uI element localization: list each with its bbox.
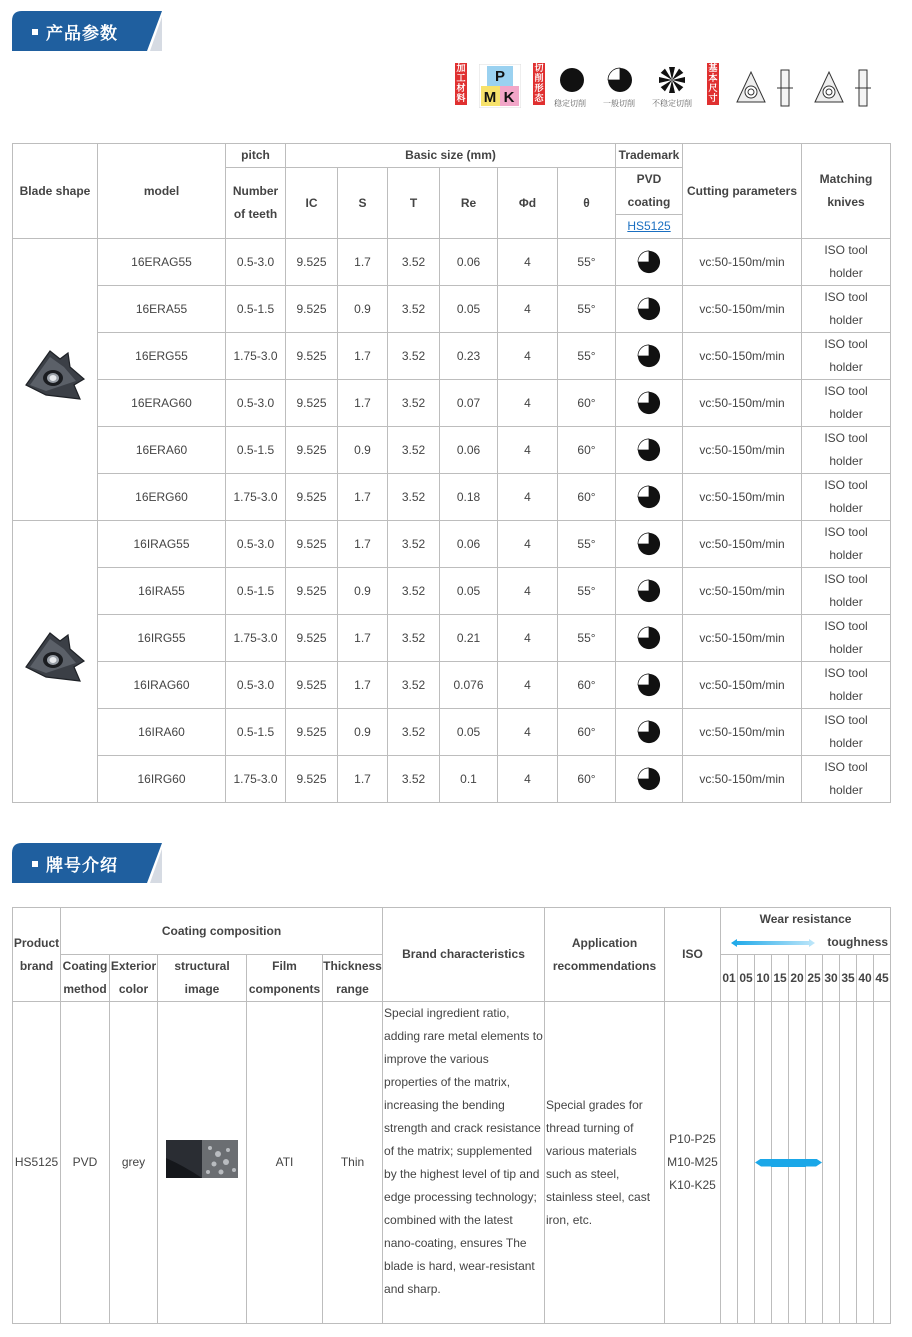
scale-cell <box>772 1002 789 1324</box>
scale-label: 45 <box>874 955 891 1002</box>
table-row <box>13 709 891 756</box>
dimension-diagram-icon <box>729 64 889 112</box>
cell-re: 0.06 <box>440 239 498 286</box>
basic-size-tag: 基本尺寸 <box>708 64 718 104</box>
header-brand-characteristics: Brand characteristics <box>383 908 545 1002</box>
header-ic: IC <box>286 168 338 239</box>
cell-pitch: 0.5-1.5 <box>226 709 286 756</box>
scale-cell <box>857 1002 874 1324</box>
cell-s: 0.9 <box>338 286 388 333</box>
cell-theta: 55° <box>558 333 616 380</box>
cell-re: 0.06 <box>440 521 498 568</box>
cell-model: 16ERG55 <box>98 333 226 380</box>
params-section-banner <box>12 11 162 51</box>
material-tag: 加工材料 <box>456 64 466 104</box>
cell-t: 3.52 <box>388 427 440 474</box>
table-row <box>13 521 891 568</box>
cell-ic: 9.525 <box>286 521 338 568</box>
brand-section-banner <box>12 843 162 883</box>
scale-cell <box>840 1002 857 1324</box>
general-cut-icon <box>637 344 661 368</box>
general-cut-icon <box>637 673 661 697</box>
cell-cutting-parameters: vc:50-150m/min <box>683 286 802 333</box>
cell-pitch: 0.5-3.0 <box>226 521 286 568</box>
legend-strip <box>455 60 895 116</box>
header-thickness-range: Thickness range <box>323 955 383 1002</box>
cell-matching-knives: ISO tool holder <box>802 615 891 662</box>
cell-theta: 60° <box>558 380 616 427</box>
cell-s: 1.7 <box>338 521 388 568</box>
scale-label: 10 <box>755 955 772 1002</box>
cell-pitch: 0.5-1.5 <box>226 427 286 474</box>
pmk-grade-icon <box>479 64 521 108</box>
cell-re: 0.06 <box>440 427 498 474</box>
cell-d: 4 <box>498 286 558 333</box>
brand-section-title: 牌号介绍 <box>46 856 118 876</box>
cell-cut-form <box>616 286 683 333</box>
cell-d: 4 <box>498 662 558 709</box>
scale-cell <box>823 1002 840 1324</box>
header-d: Φd <box>498 168 558 239</box>
cell-re: 0.05 <box>440 568 498 615</box>
header-toughness: toughness <box>827 935 889 949</box>
cell-model: 16IRA60 <box>98 709 226 756</box>
cell-re: 0.05 <box>440 709 498 756</box>
general-cut-icon <box>637 626 661 650</box>
cell-d: 4 <box>498 756 558 803</box>
table-row <box>13 474 891 521</box>
cell-d: 4 <box>498 239 558 286</box>
scale-label: 01 <box>721 955 738 1002</box>
scale-cell <box>738 1002 755 1324</box>
header-t: T <box>388 168 440 239</box>
cell-model: 16IRAG60 <box>98 662 226 709</box>
cell-s: 1.7 <box>338 380 388 427</box>
cell-theta: 55° <box>558 286 616 333</box>
cell-ic: 9.525 <box>286 427 338 474</box>
cell-cutting-parameters: vc:50-150m/min <box>683 474 802 521</box>
cell-matching-knives: ISO tool holder <box>802 380 891 427</box>
cell-d: 4 <box>498 474 558 521</box>
cell-theta: 55° <box>558 239 616 286</box>
external-insert-image <box>13 239 98 521</box>
cell-d: 4 <box>498 380 558 427</box>
coating-structure-image <box>166 1140 238 1178</box>
scale-label: 40 <box>857 955 874 1002</box>
header-wear-resistance: Wear resistance <box>759 912 852 926</box>
table-row <box>13 756 891 803</box>
cell-cut-form <box>616 427 683 474</box>
header-pvd-coating: PVD coating <box>616 168 683 215</box>
header-film-components: Film components <box>247 955 323 1002</box>
cut-form-tag: 切削形态 <box>534 64 544 104</box>
cell-d: 4 <box>498 709 558 756</box>
cell-s: 0.9 <box>338 568 388 615</box>
cell-t: 3.52 <box>388 474 440 521</box>
cell-pitch: 1.75-3.0 <box>226 756 286 803</box>
grade-range-bar <box>805 1159 822 1167</box>
scale-arrow-icon <box>731 939 815 947</box>
cell-pitch: 0.5-3.0 <box>226 239 286 286</box>
cell-matching-knives: ISO tool holder <box>802 662 891 709</box>
grade-range-bar <box>788 1159 806 1167</box>
cell-theta: 60° <box>558 474 616 521</box>
stable-cut-label: 稳定切削 <box>554 99 586 108</box>
cell-s: 1.7 <box>338 333 388 380</box>
scale-cell <box>874 1002 891 1324</box>
brand-table <box>12 907 891 1324</box>
cell-cutting-parameters: vc:50-150m/min <box>683 709 802 756</box>
scale-label: 20 <box>789 955 806 1002</box>
header-re: Re <box>440 168 498 239</box>
cell-t: 3.52 <box>388 568 440 615</box>
cell-cut-form <box>616 239 683 286</box>
cell-matching-knives: ISO tool holder <box>802 709 891 756</box>
cell-d: 4 <box>498 427 558 474</box>
cell-pitch: 0.5-3.0 <box>226 380 286 427</box>
cell-cut-form <box>616 380 683 427</box>
cell-cut-form <box>616 333 683 380</box>
cell-s: 1.7 <box>338 756 388 803</box>
scale-label: 05 <box>738 955 755 1002</box>
cell-model: 16ERA55 <box>98 286 226 333</box>
grade-range-bar <box>755 1159 772 1167</box>
cell-theta: 55° <box>558 521 616 568</box>
header-exterior-color: Exterior color <box>110 955 158 1002</box>
cell-ic: 9.525 <box>286 568 338 615</box>
header-blade-shape: Blade shape <box>13 144 98 239</box>
cell-ic: 9.525 <box>286 662 338 709</box>
cell-theta: 55° <box>558 615 616 662</box>
cell-t: 3.52 <box>388 521 440 568</box>
cell-model: 16IRA55 <box>98 568 226 615</box>
cell-cutting-parameters: vc:50-150m/min <box>683 380 802 427</box>
general-cut-icon <box>637 297 661 321</box>
cell-cutting-parameters: vc:50-150m/min <box>683 521 802 568</box>
cell-cutting-parameters: vc:50-150m/min <box>683 756 802 803</box>
header-matching-knives: Matching knives <box>802 144 891 239</box>
cell-theta: 60° <box>558 709 616 756</box>
cell-cutting-parameters: vc:50-150m/min <box>683 333 802 380</box>
params-section-title: 产品参数 <box>46 24 118 44</box>
cell-matching-knives: ISO tool holder <box>802 427 891 474</box>
cell-t: 3.52 <box>388 286 440 333</box>
cell-model: 16ERA60 <box>98 427 226 474</box>
cell-matching-knives: ISO tool holder <box>802 521 891 568</box>
table-row <box>13 568 891 615</box>
cell-ic: 9.525 <box>286 239 338 286</box>
cell-pitch: 0.5-1.5 <box>226 568 286 615</box>
general-cut-icon <box>637 579 661 603</box>
scale-cell <box>789 1002 806 1324</box>
cell-ic: 9.525 <box>286 615 338 662</box>
header-number-of-teeth: Number of teeth <box>226 168 286 239</box>
cell-model: 16IRG55 <box>98 615 226 662</box>
header-theta: θ <box>558 168 616 239</box>
cell-pitch: 1.75-3.0 <box>226 474 286 521</box>
cell-matching-knives: ISO tool holder <box>802 286 891 333</box>
cell-ic: 9.525 <box>286 286 338 333</box>
cell-d: 4 <box>498 615 558 662</box>
cell-d: 4 <box>498 333 558 380</box>
header-s: S <box>338 168 388 239</box>
cell-theta: 60° <box>558 427 616 474</box>
header-wear-toughness <box>721 908 891 955</box>
cell-cutting-parameters: vc:50-150m/min <box>683 568 802 615</box>
general-cut-icon <box>637 391 661 415</box>
table-row <box>13 615 891 662</box>
cell-cut-form <box>616 756 683 803</box>
header-iso: ISO <box>665 908 721 1002</box>
svg-text:K: K <box>503 89 515 106</box>
general-cut-icon <box>637 532 661 556</box>
structural-image-cell <box>158 1002 247 1324</box>
general-cut-icon <box>637 438 661 462</box>
header-cutting-parameters: Cutting parameters <box>683 144 802 239</box>
header-model: model <box>98 144 226 239</box>
cell-theta: 60° <box>558 756 616 803</box>
cell-pitch: 1.75-3.0 <box>226 615 286 662</box>
table-row <box>13 380 891 427</box>
cell-s: 1.7 <box>338 474 388 521</box>
general-cut-label: 一般切削 <box>603 99 635 108</box>
cell-re: 0.05 <box>440 286 498 333</box>
cell-s: 1.7 <box>338 239 388 286</box>
cell-model: 16ERAG60 <box>98 380 226 427</box>
cell-d: 4 <box>498 568 558 615</box>
scale-label: 25 <box>806 955 823 1002</box>
cell-theta: 55° <box>558 568 616 615</box>
thickness-cell: Thin <box>323 1002 383 1324</box>
coating-method-cell: PVD <box>61 1002 110 1324</box>
scale-label: 35 <box>840 955 857 1002</box>
internal-insert-image <box>13 521 98 803</box>
brand-cell: HS5125 <box>13 1002 61 1324</box>
unstable-cut-label: 不稳定切削 <box>652 99 692 108</box>
cell-theta: 60° <box>558 662 616 709</box>
header-pitch: pitch <box>226 144 286 168</box>
iso-cell: P10-P25 M10-M25 K10-K25 <box>665 1002 721 1324</box>
cell-model: 16ERAG55 <box>98 239 226 286</box>
cell-cut-form <box>616 709 683 756</box>
cell-t: 3.52 <box>388 239 440 286</box>
cell-t: 3.52 <box>388 615 440 662</box>
cell-cutting-parameters: vc:50-150m/min <box>683 427 802 474</box>
cell-t: 3.52 <box>388 662 440 709</box>
cell-matching-knives: ISO tool holder <box>802 756 891 803</box>
general-cut-icon <box>607 67 633 93</box>
cell-matching-knives: ISO tool holder <box>802 333 891 380</box>
cell-ic: 9.525 <box>286 756 338 803</box>
cell-re: 0.1 <box>440 756 498 803</box>
table-row <box>13 286 891 333</box>
general-cut-icon <box>637 767 661 791</box>
cell-model: 16IRAG55 <box>98 521 226 568</box>
grade-link-hs5125[interactable]: HS5125 <box>627 219 671 233</box>
table-row <box>13 427 891 474</box>
scale-cell <box>806 1002 823 1324</box>
cell-t: 3.52 <box>388 709 440 756</box>
cell-cutting-parameters: vc:50-150m/min <box>683 239 802 286</box>
cell-matching-knives: ISO tool holder <box>802 568 891 615</box>
header-trademark: Trademark <box>616 144 683 168</box>
parameter-table <box>12 143 891 803</box>
cell-pitch: 0.5-1.5 <box>226 286 286 333</box>
cell-pitch: 1.75-3.0 <box>226 333 286 380</box>
header-structural-image: structural image <box>158 955 247 1002</box>
header-basic-size: Basic size (mm) <box>286 144 616 168</box>
header-application: Application recommendations <box>545 908 665 1002</box>
cell-s: 1.7 <box>338 615 388 662</box>
film-components-cell: ATI <box>247 1002 323 1324</box>
exterior-color-cell: grey <box>110 1002 158 1324</box>
stable-cut-icon <box>559 67 585 93</box>
cell-cut-form <box>616 662 683 709</box>
general-cut-icon <box>637 250 661 274</box>
scale-label: 30 <box>823 955 840 1002</box>
cell-cutting-parameters: vc:50-150m/min <box>683 662 802 709</box>
table-row <box>13 239 891 286</box>
scale-label: 15 <box>772 955 789 1002</box>
cell-cutting-parameters: vc:50-150m/min <box>683 615 802 662</box>
general-cut-icon <box>637 485 661 509</box>
cell-ic: 9.525 <box>286 474 338 521</box>
cell-t: 3.52 <box>388 333 440 380</box>
cell-ic: 9.525 <box>286 333 338 380</box>
cell-re: 0.076 <box>440 662 498 709</box>
cell-model: 16ERG60 <box>98 474 226 521</box>
cell-cut-form <box>616 474 683 521</box>
general-cut-icon <box>637 720 661 744</box>
grade-range-bar <box>771 1159 789 1167</box>
table-row <box>13 333 891 380</box>
scale-cell <box>755 1002 772 1324</box>
cell-model: 16IRG60 <box>98 756 226 803</box>
cell-s: 0.9 <box>338 709 388 756</box>
cell-pitch: 0.5-3.0 <box>226 662 286 709</box>
header-product-brand: Product brand <box>13 908 61 1002</box>
cell-cut-form <box>616 521 683 568</box>
cell-cut-form <box>616 568 683 615</box>
cell-re: 0.18 <box>440 474 498 521</box>
scale-cell <box>721 1002 738 1324</box>
cell-s: 1.7 <box>338 662 388 709</box>
svg-text:M: M <box>483 89 497 106</box>
cell-re: 0.07 <box>440 380 498 427</box>
brand-characteristics-cell: Special ingredient ratio, adding rare metal elements to improve the various properties of the matrix, increasing the bending strength and crack resistance of the matrix; supplemented by the highest level of tip and edge processing technology; combined with the latest nano-coating, ensures The blade is hard, wear-resistant and sharp. <box>383 1002 545 1324</box>
cell-s: 0.9 <box>338 427 388 474</box>
cell-re: 0.21 <box>440 615 498 662</box>
cell-ic: 9.525 <box>286 709 338 756</box>
cell-matching-knives: ISO tool holder <box>802 474 891 521</box>
cell-matching-knives: ISO tool holder <box>802 239 891 286</box>
header-coating-composition: Coating composition <box>61 908 383 955</box>
cell-cut-form <box>616 615 683 662</box>
cell-t: 3.52 <box>388 380 440 427</box>
cell-ic: 9.525 <box>286 380 338 427</box>
application-cell: Special grades for thread turning of various materials such as steel, stainless steel, cast iron, etc. <box>545 1002 665 1324</box>
unstable-cut-icon <box>657 65 687 95</box>
svg-text:P: P <box>494 68 506 85</box>
table-row <box>13 662 891 709</box>
cell-t: 3.52 <box>388 756 440 803</box>
header-coating-method: Coating method <box>61 955 110 1002</box>
cell-d: 4 <box>498 521 558 568</box>
cell-re: 0.23 <box>440 333 498 380</box>
